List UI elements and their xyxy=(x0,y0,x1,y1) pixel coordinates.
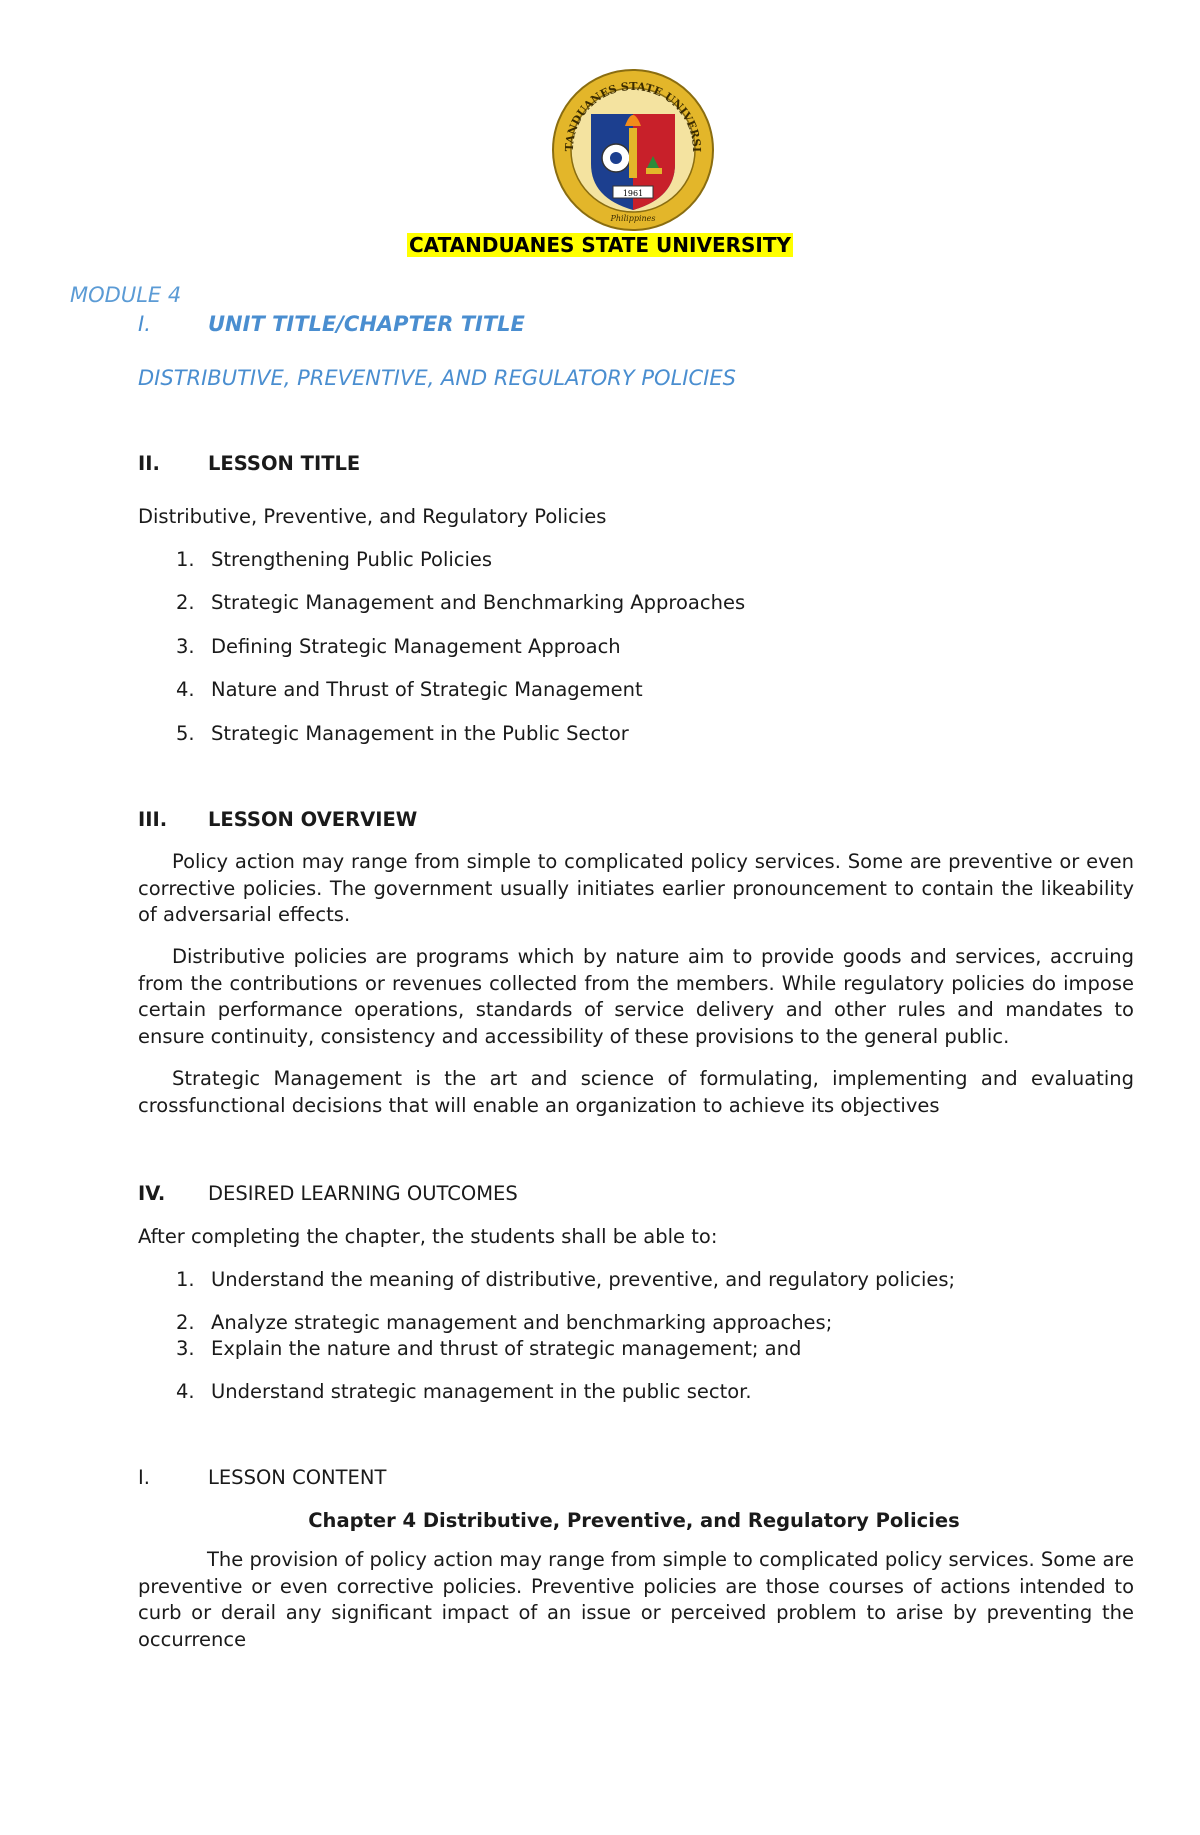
lesson-title-intro: Distributive, Preventive, and Regulatory Policies xyxy=(138,505,607,528)
university-name: CATANDUANES STATE UNIVERSITY xyxy=(408,233,791,257)
list-item: 3. Explain the nature and thrust of strategic management; and xyxy=(176,1337,802,1360)
learning-outcomes-heading: IV. DESIRED LEARNING OUTCOMES xyxy=(138,1182,518,1205)
list-item: 1. Understand the meaning of distributive, preventive, and regulatory policies; xyxy=(176,1268,956,1291)
unit-heading: I. UNIT TITLE/CHAPTER TITLE xyxy=(138,312,525,336)
lesson-content-heading: I. LESSON CONTENT xyxy=(138,1466,387,1489)
list-item: 4. Nature and Thrust of Strategic Management xyxy=(176,678,643,701)
content-paragraph: The provision of policy action may range from simple to complicated policy services. Some are preventive or even corrective policies. Preventive policies are those courses of actions intended to curb or derail any significant impact of an issue or perceived problem to arise by preventing the occurrence xyxy=(138,1548,1134,1651)
overview-paragraph: Strategic Management is the art and science of formulating, implementing and evaluating crossfunctional decisions that will enable an organization to achieve its objectives xyxy=(138,1067,1134,1117)
overview-paragraph: Policy action may range from simple to complicated policy services. Some are preventive or even corrective policies. The government usually initiates earlier pronouncement to contain the likeability of adversarial effects. xyxy=(138,850,1134,926)
module-label: MODULE 4 xyxy=(70,283,182,307)
list-item: 2. Strategic Management and Benchmarking Approaches xyxy=(176,591,746,614)
lesson-overview-heading: III. LESSON OVERVIEW xyxy=(138,808,418,831)
svg-text:CATANDUANES STATE UNIVERSITY: TANDUANES STATE UNIVERSI xyxy=(562,79,704,153)
university-seal-logo xyxy=(551,68,715,232)
list-item: 3. Defining Strategic Management Approach xyxy=(176,635,621,658)
overview-paragraph: Distributive policies are programs which by nature aim to provide goods and services, accruing from the contributions or revenues collected from the members. While regulatory policies do impose certain performance operations, standards of service delivery and other rules and mandates to ensure continuity, consistency and accessibility of these provisions to the general public. xyxy=(138,945,1134,1048)
unit-title: DISTRIBUTIVE, PREVENTIVE, AND REGULATORY POLICIES xyxy=(138,366,736,390)
outcomes-intro: After completing the chapter, the students shall be able to: xyxy=(138,1225,718,1248)
list-item: 2. Analyze strategic management and benchmarking approaches; xyxy=(176,1311,833,1334)
list-item: 1. Strengthening Public Policies xyxy=(176,548,493,571)
chapter-title: Chapter 4 Distributive, Preventive, and Regulatory Policies xyxy=(308,1509,960,1532)
svg-text:1961: 1961 xyxy=(622,189,644,198)
list-item: 4. Understand strategic management in the public sector. xyxy=(176,1380,752,1403)
svg-text:Philippines: Philippines xyxy=(610,214,656,223)
list-item: 5. Strategic Management in the Public Sector xyxy=(176,722,629,745)
lesson-title-heading: II. LESSON TITLE xyxy=(138,452,361,475)
